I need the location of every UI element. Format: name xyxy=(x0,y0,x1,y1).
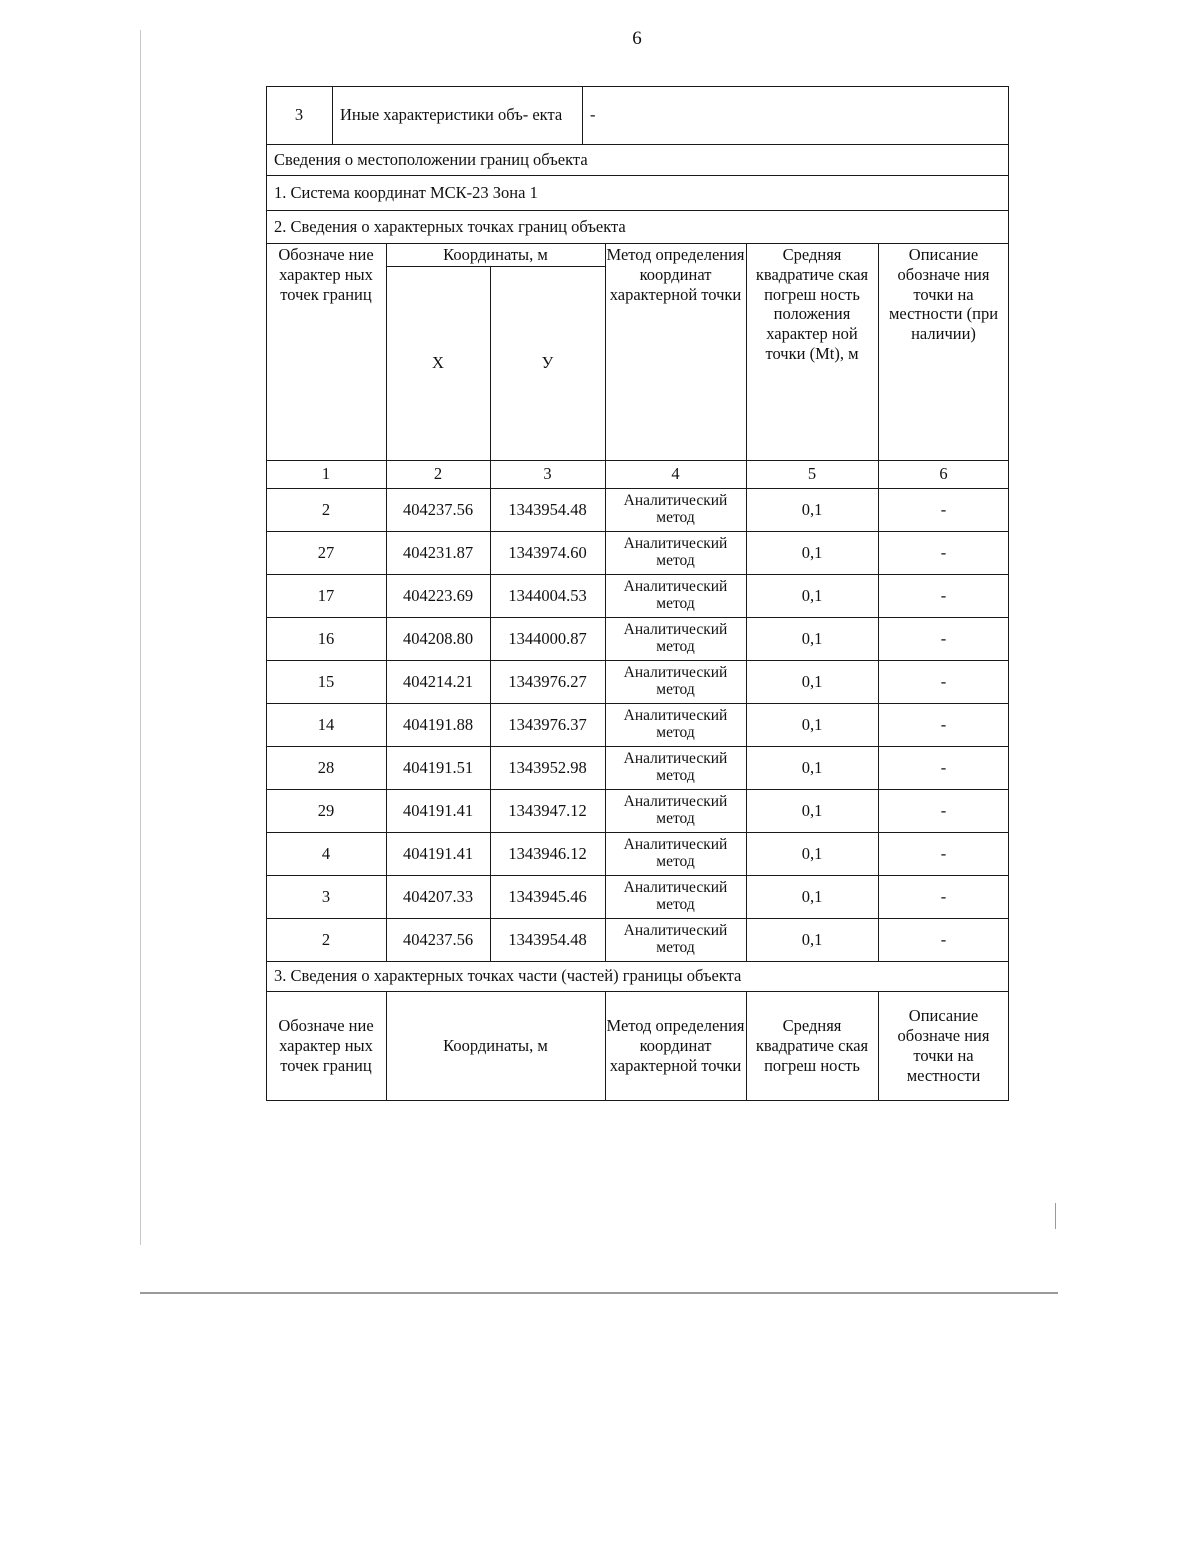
table-row-x: 404207.33 xyxy=(402,886,474,906)
table-row-y: 1343946.12 xyxy=(508,843,587,863)
parts-header: 3. Сведения о характерных точках части (частей) границы объекта xyxy=(274,966,742,986)
column-number: 5 xyxy=(807,464,817,484)
other-label: Иные характеристики объ- екта xyxy=(340,105,563,125)
parts-col-coordinates: Координаты, м xyxy=(443,1036,548,1056)
table-row-x: 404214.21 xyxy=(402,671,474,691)
column-number: 6 xyxy=(939,464,948,484)
table-row-x: 404191.51 xyxy=(402,757,474,777)
scan-edge-left xyxy=(140,30,141,1245)
table-row-y: 1343976.37 xyxy=(508,714,587,734)
table-row-method: Аналитический метод xyxy=(623,664,728,698)
table-row-error: 0,1 xyxy=(801,542,823,562)
table-row-y: 1343974.60 xyxy=(508,542,587,562)
page-number: 6 xyxy=(632,28,642,49)
scan-edge-bottom xyxy=(140,1292,1058,1294)
table-row-point: 4 xyxy=(321,843,331,863)
table-row-error: 0,1 xyxy=(801,886,823,906)
table-row-x: 404231.87 xyxy=(402,542,474,562)
table-row-point: 2 xyxy=(321,499,331,519)
other-value: - xyxy=(590,105,596,125)
col-coordinates: Координаты, м xyxy=(443,244,548,264)
boundary-table xyxy=(266,86,1009,1101)
table-row-method: Аналитический метод xyxy=(623,793,728,827)
coord-system: 1. Система координат МСК-23 Зона 1 xyxy=(274,182,538,202)
points-header: 2. Сведения о характерных точках границ объекта xyxy=(274,216,626,236)
column-number: 4 xyxy=(671,464,680,484)
table-row-y: 1343954.48 xyxy=(508,929,587,949)
scan-mark-right xyxy=(1055,1203,1056,1229)
table-row-method: Аналитический метод xyxy=(623,879,728,913)
parts-col-description: Описание обозначе ния точки на местности xyxy=(897,1006,990,1085)
table-row-error: 0,1 xyxy=(801,585,823,605)
table-row-method: Аналитический метод xyxy=(623,922,728,956)
table-row-description: - xyxy=(940,757,947,777)
table-row-description: - xyxy=(940,800,947,820)
table-row-point: 16 xyxy=(317,628,335,648)
table-row-error: 0,1 xyxy=(801,628,823,648)
col-y: У xyxy=(541,353,554,373)
table-row-method: Аналитический метод xyxy=(623,492,728,526)
table-row-method: Аналитический метод xyxy=(623,621,728,655)
table-row-description: - xyxy=(940,929,947,949)
table-row-y: 1343945.46 xyxy=(508,886,587,906)
col-method: Метод определения координат характерной точки xyxy=(606,245,745,304)
location-header: Сведения о местоположении границ объекта xyxy=(274,149,588,169)
other-number: 3 xyxy=(294,105,304,125)
table-row-description: - xyxy=(940,843,947,863)
table-row-y: 1344000.87 xyxy=(508,628,587,648)
table-row-x: 404191.41 xyxy=(402,843,474,863)
parts-col-error: Средняя квадратиче ская погреш ность xyxy=(755,1016,869,1075)
table-row-point: 27 xyxy=(317,542,335,562)
table-row-error: 0,1 xyxy=(801,714,823,734)
table-row-error: 0,1 xyxy=(801,757,823,777)
table-row-error: 0,1 xyxy=(801,800,823,820)
table-row-method: Аналитический метод xyxy=(623,750,728,784)
table-row-error: 0,1 xyxy=(801,929,823,949)
column-number: 2 xyxy=(433,464,443,484)
table-row-point: 17 xyxy=(317,585,335,605)
table-row-point: 2 xyxy=(321,929,331,949)
table-row-description: - xyxy=(940,671,947,691)
table-row-x: 404237.56 xyxy=(402,929,474,949)
column-number: 1 xyxy=(321,464,331,484)
table-row-error: 0,1 xyxy=(801,843,823,863)
column-number: 3 xyxy=(543,464,552,484)
table-row-x: 404191.41 xyxy=(402,800,474,820)
col-designation: Обозначе ние характер ных точек границ xyxy=(278,245,374,304)
table-row-point: 3 xyxy=(321,886,331,906)
table-row-y: 1343947.12 xyxy=(508,800,587,820)
table-row-point: 28 xyxy=(317,757,335,777)
parts-col-method: Метод определения координат характерной точки xyxy=(606,1016,745,1075)
table-row-method: Аналитический метод xyxy=(623,578,728,612)
table-row-y: 1343954.48 xyxy=(508,499,587,519)
table-row-x: 404208.80 xyxy=(402,628,474,648)
table-row-point: 14 xyxy=(317,714,335,734)
table-row-description: - xyxy=(940,585,947,605)
table-row-method: Аналитический метод xyxy=(623,836,728,870)
table-row-description: - xyxy=(940,628,947,648)
table-row-point: 29 xyxy=(317,800,335,820)
table-row-x: 404191.88 xyxy=(402,714,474,734)
col-error: Средняя квадратиче ская погреш ность положения характер ной точки (Mt), м xyxy=(755,245,869,363)
table-row-y: 1343952.98 xyxy=(508,757,587,777)
table-row-description: - xyxy=(940,499,947,519)
table-row-description: - xyxy=(940,542,947,562)
col-description: Описание обозначе ния точки на местности (при наличии) xyxy=(888,245,999,344)
table-row-y: 1343976.27 xyxy=(508,671,587,691)
table-row-method: Аналитический метод xyxy=(623,707,728,741)
table-row-description: - xyxy=(940,886,947,906)
table-row-method: Аналитический метод xyxy=(623,535,728,569)
table-row-description: - xyxy=(940,714,947,734)
table-row-error: 0,1 xyxy=(801,671,823,691)
parts-col-designation: Обозначе ние характер ных точек границ xyxy=(278,1016,374,1075)
table-row-point: 15 xyxy=(317,671,335,691)
table-row-error: 0,1 xyxy=(801,499,823,519)
table-row-x: 404237.56 xyxy=(402,499,474,519)
table-row-y: 1344004.53 xyxy=(508,585,587,605)
table-row-x: 404223.69 xyxy=(402,585,474,605)
col-x: Х xyxy=(432,353,444,373)
